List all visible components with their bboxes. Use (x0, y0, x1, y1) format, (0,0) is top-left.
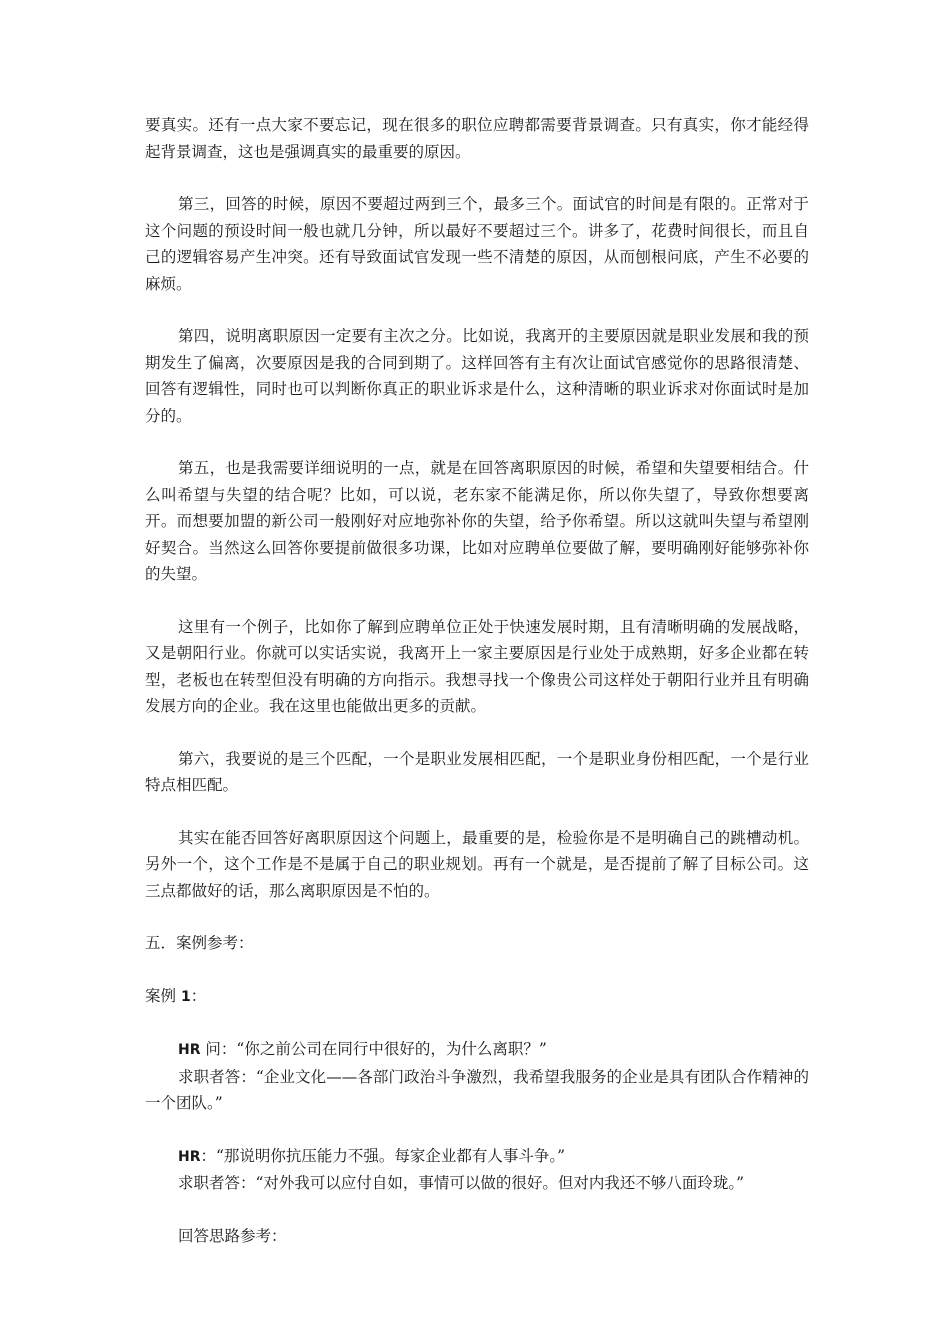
hr-label: HR (178, 1148, 201, 1165)
paragraph-point-three: 第三，回答的时候，原因不要超过两到三个，最多三个。面试官的时间是有限的。正常对于这个问题的预设时间一般也就几分钟，所以最好不要超过三个。讲多了，花费时间很长，而且自己的逻辑容易产生冲突。还有导致面试官发现一些不清楚的原因，从而刨根问底，产生不必要的麻烦。 (145, 195, 809, 293)
hr-question-text: ：“那说明你抗压能力不强。每家企业都有人事斗争。” (200, 1146, 566, 1165)
case-label-suffix: ： (190, 986, 207, 1005)
paragraph-point-five: 第五，也是我需要详细说明的一点，就是在回答离职原因的时候，希望和失望要相结合。什么叫希望与失望的结合呢？比如，可以说，老东家不能满足你，所以你失望了，导致你想要离开。而想要加盟的新公司一般刚好对应地弥补你的失望，给予你希望。所以这就叫失望与希望刚好契合。当然这么回答你要提前做很多功课，比如对应聘单位要做了解，要明确刚好能够弥补你的失望。 (145, 459, 809, 583)
case-label-prefix: 案例 (145, 986, 181, 1005)
section-heading: 五．案例参考： (145, 934, 254, 952)
paragraph-point-four: 第四，说明离职原因一定要有主次之分。比如说，我离开的主要原因就是职业发展和我的预期发生了偏离，次要原因是我的合同到期了。这样回答有主有次让面试官感觉你的思路很清楚、回答有逻辑性，同时也可以判断你真正的职业诉求是什么，这种清晰的职业诉求对你面试时是加分的。 (145, 327, 809, 425)
hr-question-line (145, 1143, 809, 1171)
case-label (145, 983, 809, 1011)
document-page (145, 112, 809, 1275)
candidate-answer-line: 求职者答：“企业文化——各部门政治斗争激烈，我希望我服务的企业是具有团队合作精神的一个团队。” (145, 1067, 809, 1112)
hr-question-line (145, 1036, 809, 1064)
candidate-answer-line: 求职者答：“对外我可以应付自如，事情可以做的很好。但对内我还不够八面玲珑。” (178, 1174, 745, 1192)
dialog-exchange-1 (145, 1036, 809, 1117)
case-label-number: 1 (180, 988, 191, 1005)
paragraph-point-six: 第六，我要说的是三个匹配，一个是职业发展相匹配，一个是职业身份相匹配，一个是行业特点相匹配。 (145, 749, 809, 794)
hr-label: HR (178, 1042, 201, 1058)
dialog-exchange-2 (145, 1143, 809, 1197)
hr-question-text: 问：“你之前公司在同行中很好的，为什么离职？” (200, 1040, 547, 1058)
paragraph-background-check: 要真实。还有一点大家不要忘记，现在很多的职位应聘都需要背景调查。只有真实，你才能经得起背景调查，这也是强调真实的最重要的原因。 (145, 116, 809, 161)
paragraph-summary: 其实在能否回答好离职原因这个问题上，最重要的是，检验你是不是明确自己的跳槽动机。另外一个，这个工作是不是属于自己的职业规划。再有一个就是，是否提前了解了目标公司。这三点都做好的话，那么离职原因是不怕的。 (145, 828, 809, 900)
paragraph-example: 这里有一个例子，比如你了解到应聘单位正处于快速发展时期，且有清晰明确的发展战略，又是朝阳行业。你就可以实话实说，我离开上一家主要原因是行业处于成熟期，好多企业都在转型，老板也在转型但没有明确的方向指示。我想寻找一个像贵公司这样处于朝阳行业并且有明确发展方向的企业。我在这里也能做出更多的贡献。 (145, 617, 809, 715)
answer-hint-heading: 回答思路参考： (178, 1226, 287, 1245)
